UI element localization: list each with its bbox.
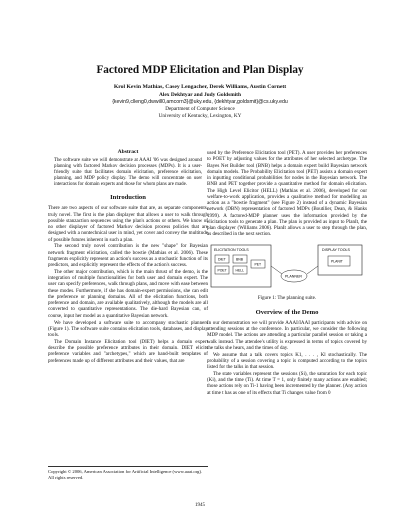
copyright-notice: Copyright © 2006, American Association for Artificial Intelligence (www.aaai.org). All rights reserved.	[48, 466, 208, 480]
authors-line-2: Alex Dekhtyar and Judy Goldsmith	[159, 92, 241, 98]
tool-label-hell: HELL	[235, 268, 244, 272]
display-tools-label: DISPLAY TOOLS	[322, 247, 350, 252]
intro-paragraph-5: The Domain Instance Elicitation tool (DIET) helps a domain expert describe the possible preference attributes in their domain. DIET elicits preference variables and "archetypes," which are hand-built templates of preferences made up of different attributes and their values, that are	[48, 338, 208, 364]
left-column	[48, 149, 208, 364]
intro-paragraph-3: The other major contribution, which is the main thrust of the demo, is the integration of multiple functionalities for both user and domain expert. The user can specify preferences, walk through plans, and move with ease between these modes. Furthermore, if she has domain-expert permissions, she can edit the preference or planning domains. All of the elicitation functions, both preference and domain, are available qualitatively, although the models are all converted to quantitative representations. The die-hard Bayesian can, of course, input her model as a quantitative Bayesian network.	[48, 268, 208, 319]
intro-paragraph-4: We have developed a software suite to accompany stochastic planners (Figure 1). The software suite contains elicitation tools, databases, and display tools.	[48, 319, 208, 339]
planning-suite-figure	[210, 244, 364, 290]
affiliation	[0, 106, 400, 120]
planner-label: PLANNER	[285, 274, 302, 278]
overview-heading: Overview of the Demo	[255, 308, 319, 316]
planit-label: PLANIT	[331, 259, 343, 263]
arrow-to-display	[307, 266, 318, 274]
tool-label-poet: POET	[217, 268, 227, 272]
abstract-text: The software suite we will demonstrate at AAAI '06 was designed around planning with factored Markov decision processes (MDPs). It is a user-friendly suite that facilitates domain elicitation, preference elicitation, planning, and MDP policy display. The demo will concentrate on user interactions for domain experts and those for whom plans are made.	[54, 158, 202, 188]
department: Department of Computer Science	[165, 106, 235, 112]
overview-paragraph-1: In our demonstration we will provide AAAI/IAAI participants with advice on attending sessions at the conference. In particular, we consider the following MDP model. The actions are attending a particular parallel session or taking a walk instead. The attendee's utility is expressed in terms of topics covered by the talks she hears, and the times of day.	[207, 319, 367, 351]
overview-paragraph-2: We assume that a talk covers topics K1, . . . , Kl stochastically. The probability of a session covering a topic is computed according to the topics listed for the talks in that session.	[207, 351, 367, 371]
right-column	[207, 150, 367, 397]
overview-paragraph-3: The state variables represent the sessions (Si), the saturation for each topic (Ki), and the time (Ti). At time T = 1, only finitely many actions are enabled; those actions rely on Ti-1 having been incremented by the planner. (Any action at time t has as one of its effects that Ti changes value from 0	[207, 370, 367, 396]
elicitation-tools-label: ELICITATION TOOLS	[214, 247, 249, 252]
abstract-heading: Abstract	[117, 149, 139, 155]
author-emails: {kevin9,clleng0,dwwill0,amcorn3}@uky.edu, {dekhtyar,goldsmit}@cs.uky.edu	[112, 99, 288, 105]
authors-line-1: Krol Kevin Mathias, Casey Lengacher, Derek Williams, Austin Cornett	[113, 84, 287, 90]
page-number: 1945	[195, 503, 205, 508]
figure-1-caption: Figure 1: The planning suite.	[257, 294, 317, 301]
arrow-to-planner	[271, 266, 282, 274]
intro-paragraph-2: The second truly novel contribution is the new "shape" for Bayesian network fragment elicitation, called the bowtie (Mathias et al. 2006). These fragments explicitly represent an action's success as a stochastic function of its predictors, and explicitly represent the effects of the action's success.	[48, 243, 208, 269]
right-paragraph-1: used by the Preference Elicitation tool (PET). A user provides her preferences to POET by adjusting values for the attributes of her selected archetype. The Bayes Net Builder tool (BNB) helps a domain expert build Bayesian network domain models. The Probability Elicitation tool (PET) assists a domain expert in inputting conditional probabilities for nodes in the Bayesian network. The BNB and PET together provide a quantitative method for domain elicitation. The High Level Elicitor (HELL) (Mathias et al. 2006), developed for our welfare-to-work application, provides a qualitative method for modelling an action as a "bowtie fragment" (see Figure 2) instead of a dynamic Bayesian network (DBN) representation of factored MDPs (Boutilier, Dean, & Hanks 1999). A factored-MDP planner uses the information provided by the elicitation tools to generate a plan. The plan is provided as input to PlanIt, the plan displayer (Williams 2006). PlanIt allows a user to step through the plan, as described in the next section.	[207, 150, 367, 238]
university: University of Kentucky, Lexington, KY	[158, 113, 242, 119]
tool-label-pet: PET	[254, 262, 262, 266]
intro-paragraph-1: There are two aspects of our software suite that are, as separate components, truly novel. The first is the plan displayer that allows a user to walk through possible stanzaction sequences using the plan's actions or others. We know of no other displayer of factored Markov decision process policies that are designed with a nontechnical user in mind, yet cover and convey the multitude of possible futures inherent in such a plan.	[48, 205, 208, 243]
introduction-heading: Introduction	[110, 194, 146, 202]
paper-title: Factored MDP Elicitation and Plan Display	[96, 64, 304, 76]
tool-label-diet: DIET	[218, 257, 226, 261]
planning-suite-diagram	[210, 244, 364, 290]
tool-label-bnb: BNB	[236, 257, 243, 261]
